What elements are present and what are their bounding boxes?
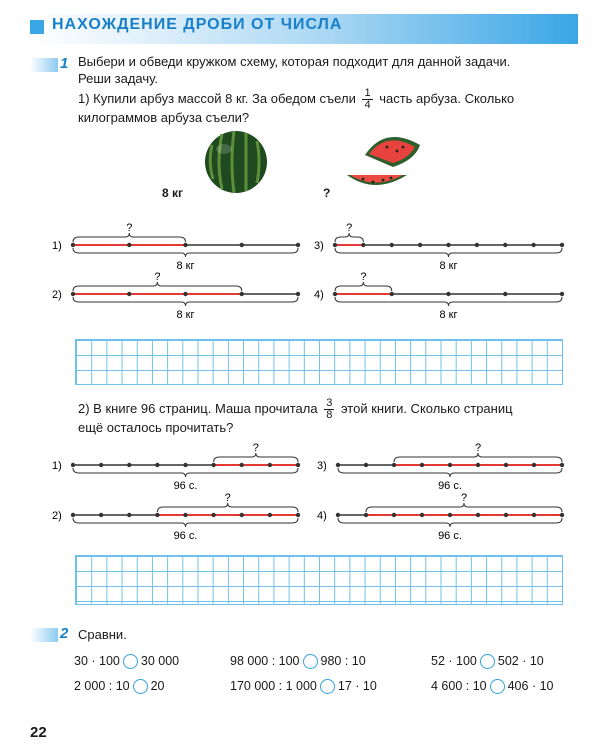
compare-circle[interactable] [133,679,148,694]
comparison-left: 30 · 100 [74,654,120,668]
fraction-denominator: 4 [364,99,371,111]
problem-2-text [78,398,578,436]
scheme-point [560,243,564,247]
total-brace [338,468,562,477]
comparison-right: 406 · 10 [507,679,554,693]
comparison-item [74,654,179,669]
scheme-point [532,513,536,517]
scheme-point [296,513,300,517]
comparison-right: 20 [150,679,165,693]
scheme-point [127,513,131,517]
total-brace [335,248,562,257]
scheme-point [127,292,131,296]
part-brace [73,233,186,242]
part-brace [335,282,392,291]
scheme-point [211,463,215,467]
total-brace [335,297,562,306]
scheme-point [531,243,535,247]
comparison-left: 52 · 100 [431,654,477,668]
total-brace [73,248,298,257]
scheme-point [211,513,215,517]
scheme-point [390,292,394,296]
compare-circle[interactable] [320,679,335,694]
task-2-title: Сравни. [78,627,127,642]
problem-1-text-a: 1) Купили арбуз массой 8 кг. За обедом съели [78,90,356,106]
scheme-label: 2) [52,510,62,522]
scheme-point [418,243,422,247]
scheme-total: 8 кг [439,260,458,272]
scheme-label: 1) [52,460,62,472]
compare-circle[interactable] [480,654,495,669]
fraction-denominator: 8 [326,409,333,421]
instruction-line-1: Выбери и обведи кружком схему, которая подходит для данной задачи. [78,54,511,69]
scheme-point [71,463,75,467]
scheme-point [336,513,340,517]
comparison-right: 30 000 [140,654,180,668]
scheme-point [240,513,244,517]
scheme-point [183,292,187,296]
problem-2-schemes [0,437,600,547]
fraction [324,398,334,421]
comparison-right: 980 : 10 [320,654,366,668]
scheme-point [183,513,187,517]
scheme-label: 1) [52,240,62,252]
compare-circle[interactable] [303,654,318,669]
whole-watermelon-image [200,125,272,197]
total-brace [73,518,298,527]
scheme-point [296,463,300,467]
scheme-point [268,513,272,517]
scheme-point [504,463,508,467]
scheme-point [99,513,103,517]
compare-circle[interactable] [490,679,505,694]
scheme-question: ? [154,271,161,283]
comparison-right: 17 · 10 [337,679,377,693]
scheme-point [127,243,131,247]
part-brace [157,503,298,512]
comparison-item [431,679,553,694]
comparison-item [431,654,544,669]
task-number: 1 [60,55,69,72]
scheme-point [336,463,340,467]
scheme-point [532,463,536,467]
comparison-item [74,679,165,694]
task-number: 2 [60,625,69,642]
scheme-point [296,292,300,296]
scheme-point [446,243,450,247]
scheme-point [333,292,337,296]
whole-caption: 8 кг [162,186,184,200]
comparison-left: 98 000 : 100 [230,654,300,668]
scheme-label: 2) [52,289,62,301]
task-marker-bar [30,58,58,72]
comparison-left: 2 000 : 10 [74,679,130,693]
scheme-question: ? [460,492,468,504]
comparison-right: 502 · 10 [497,654,544,668]
page-number: 22 [30,724,47,741]
scheme-point [560,513,564,517]
compare-circle[interactable] [123,654,138,669]
answer-grid-1[interactable] [75,339,563,385]
scheme-total: 8 кг [439,309,458,321]
scheme-point [392,463,396,467]
fraction [362,88,372,111]
scheme-question: ? [224,492,231,504]
task-instruction [78,53,578,87]
scheme-point [71,292,75,296]
scheme-point [296,243,300,247]
scheme-total: 96 с. [438,530,462,542]
header-square-icon [30,20,44,34]
problem-2-text-b: этой книги. Сколько страниц [340,400,513,416]
watermelon-slices-image [345,125,425,195]
scheme-point [390,243,394,247]
comparison-left: 4 600 : 10 [431,679,487,693]
task-marker-bar [30,628,58,642]
scheme-point [446,292,450,296]
scheme-total: 8 кг [176,260,195,272]
scheme-question: ? [126,222,133,234]
scheme-point [476,463,480,467]
scheme-total: 96 с. [173,480,198,492]
total-brace [338,518,562,527]
scheme-label: 3) [317,460,327,472]
scheme-point [503,243,507,247]
problem-1-text-c: килограммов арбуза съели? [78,110,250,125]
scheme-point [240,463,244,467]
comparison-item [230,679,377,694]
problem-2-text-a: 2) В книге 96 страниц. Маша прочитала [78,400,318,416]
scheme-point [268,463,272,467]
scheme-total: 8 кг [176,309,195,321]
scheme-question: ? [346,222,353,234]
scheme-point [71,513,75,517]
scheme-point [364,463,368,467]
scheme-point [240,243,244,247]
scheme-point [448,513,452,517]
comparison-left: 170 000 : 1 000 [230,679,317,693]
scheme-point [240,292,244,296]
answer-grid-2[interactable] [75,555,563,605]
part-brace [366,503,562,512]
scheme-point [503,292,507,296]
scheme-point [475,243,479,247]
scheme-point [333,243,337,247]
part-brace [335,233,363,242]
part-brace [73,282,242,291]
scheme-label: 3) [314,240,324,252]
scheme-point [361,243,365,247]
scheme-point [560,463,564,467]
problem-1-text [78,88,578,126]
part-brace [394,453,562,462]
fraction-numerator: 3 [326,397,333,409]
scheme-point [448,463,452,467]
total-brace [73,468,298,477]
scheme-point [560,292,564,296]
fraction-numerator: 1 [364,87,371,99]
scheme-point [183,463,187,467]
scheme-question: ? [252,442,259,454]
scheme-label: 4) [314,289,324,301]
scheme-point [127,463,131,467]
scheme-point [392,513,396,517]
scheme-point [364,513,368,517]
scheme-label: 4) [317,510,327,522]
instruction-line-2: Реши задачу. [78,71,158,86]
scheme-point [99,463,103,467]
comparison-item [230,654,366,669]
scheme-point [155,463,159,467]
part-brace [214,453,298,462]
scheme-point [155,513,159,517]
scheme-point [420,463,424,467]
scheme-point [504,513,508,517]
problem-1-schemes [0,215,600,325]
scheme-point [183,243,187,247]
problem-1-text-b: часть арбуза. Сколько [379,90,515,106]
total-brace [73,297,298,306]
scheme-point [476,513,480,517]
page-title: НАХОЖДЕНИЕ ДРОБИ ОТ ЧИСЛА [52,16,343,33]
scheme-point [71,243,75,247]
scheme-total: 96 с. [438,480,462,492]
problem-2-text-c: ещё осталось прочитать? [78,420,234,435]
part-caption: ? [323,186,331,200]
scheme-total: 96 с. [173,530,198,542]
scheme-question: ? [474,442,482,454]
scheme-point [420,513,424,517]
scheme-question: ? [360,271,367,283]
